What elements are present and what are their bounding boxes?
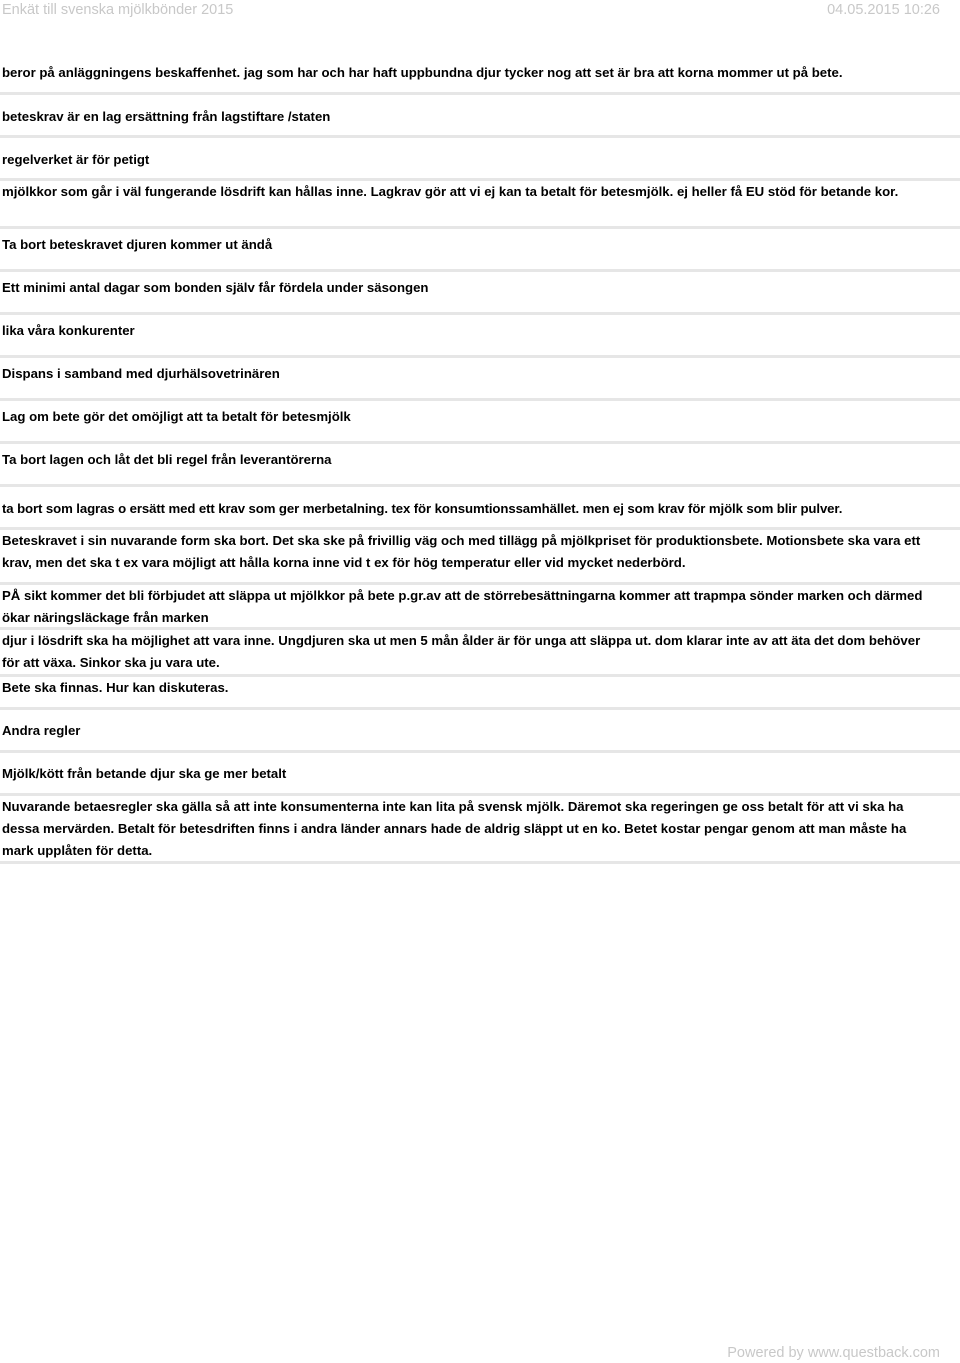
response-item: Beteskravet i sin nuvarande form ska bort. Det ska ske på frivillig väg och med tillägg på mjölkpriset för produktionsbete. Motionsbete ska vara ett krav, men det ska t ex vara möjligt att hålla korna inne vid t ex för hög temperatur eller vid mycket nederbörd. [0,530,960,585]
response-item: Nuvarande betaesregler ska gälla så att inte konsumenterna inte kan lita på svensk mjölk. Däremot ska regeringen ge oss betalt för att vi ska ha dessa mervärden. Betalt för betesdriften finns i andra länder annars hade de aldrig släppt ut en ko. Betet kostar pengar genom att man måste ha mark upplåten för detta. [0,796,960,864]
response-item: Bete ska finnas. Hur kan diskuteras. [0,677,960,710]
response-item: ta bort som lagras o ersätt med ett krav som ger merbetalning. tex för konsumtionssamhället. men ej som krav för mjölk som blir pulver. [0,487,960,530]
powered-by-footer: Powered by www.questback.com [727,1345,940,1361]
response-item: PÅ sikt kommer det bli förbjudet att släppa ut mjölkkor på bete p.gr.av att de störrebesättningarna kommer att trapmpa sönder marken och därmed ökar näringsläckage från marken [0,585,960,630]
response-item: regelverket är för petigt [0,138,960,181]
response-item: mjölkkor som går i väl fungerande lösdrift kan hållas inne. Lagkrav gör att vi ej kan ta betalt för betesmjölk. ej heller få EU stöd för betande kor. [0,181,960,229]
response-item: Dispans i samband med djurhälsovetrinären [0,358,960,401]
response-item: Mjölk/kött från betande djur ska ge mer betalt [0,753,960,796]
page-header [0,0,960,22]
response-item: Andra regler [0,710,960,753]
survey-title: Enkät till svenska mjölkbönder 2015 [2,2,234,18]
response-item: djur i lösdrift ska ha möjlighet att vara inne. Ungdjuren ska ut men 5 mån ålder är för unga att släppa ut. dom klarar inte av att äta det dom behöver för att växa. Sinkor ska ju vara ute. [0,630,960,677]
response-item: Ta bort beteskravet djuren kommer ut ändå [0,229,960,272]
response-item: Lag om bete gör det omöjligt att ta betalt för betesmjölk [0,401,960,444]
response-item: Ett minimi antal dagar som bonden själv får fördela under säsongen [0,272,960,315]
response-list [0,61,960,864]
report-date: 04.05.2015 10:26 [827,2,940,18]
response-item: Ta bort lagen och låt det bli regel från leverantörerna [0,444,960,487]
response-item: beteskrav är en lag ersättning från lagstiftare /staten [0,95,960,138]
response-item: lika våra konkurenter [0,315,960,358]
response-item: beror på anläggningens beskaffenhet. jag som har och har haft uppbundna djur tycker nog att set är bra att korna mommer ut på bete. [0,61,960,95]
